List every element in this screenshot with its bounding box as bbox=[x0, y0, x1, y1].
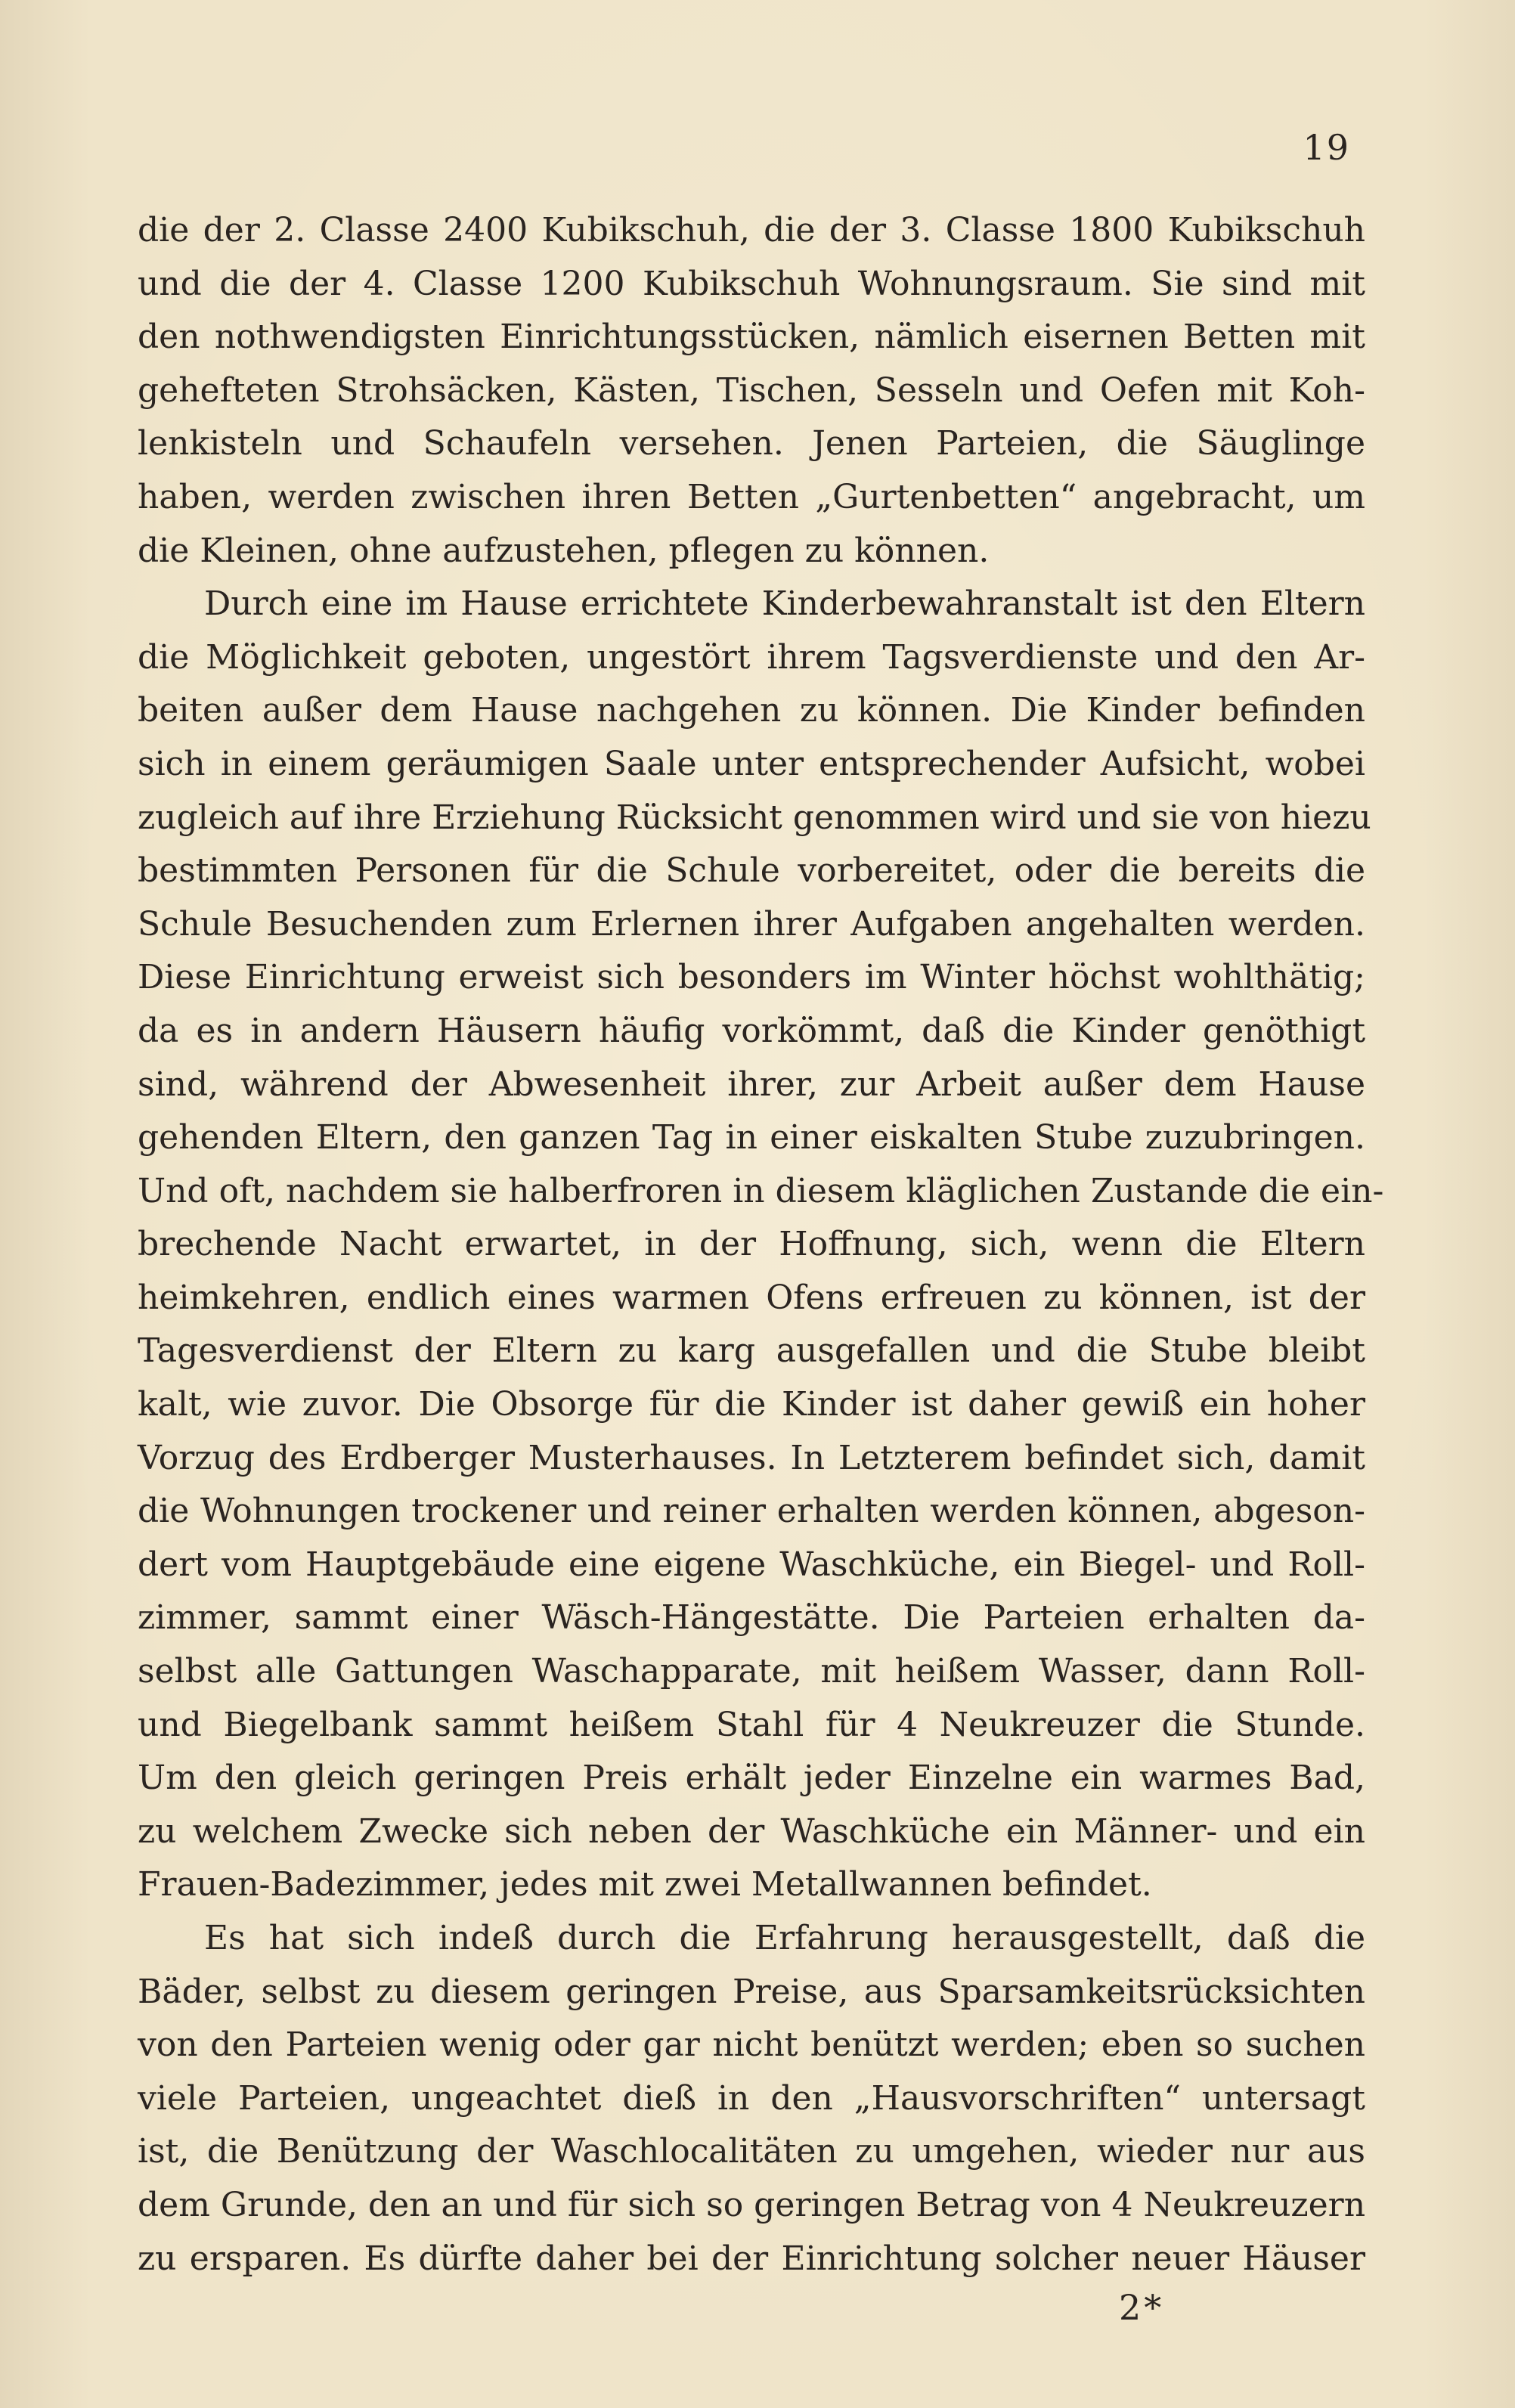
text-line: sind, während der Abwesenheit ihrer, zur Arbeit außer dem Hause bbox=[138, 1065, 1365, 1104]
text-line: dem Grunde, den an und für sich so geringen Betrag von 4 Neukreuzern bbox=[138, 2185, 1366, 2224]
signature-mark: 2* bbox=[1119, 2287, 1165, 2328]
text-line: Und oft, nachdem sie halberfroren in diesem kläglichen Zustande die ein- bbox=[138, 1171, 1384, 1210]
text-line: lenkisteln und Schaufeln versehen. Jenen Parteien, die Säuglinge bbox=[138, 424, 1365, 463]
text-line: von den Parteien wenig oder gar nicht benützt werden; eben so suchen bbox=[138, 2025, 1365, 2065]
text-line: bestimmten Personen für die Schule vorbereitet, oder die bereits die bbox=[138, 851, 1365, 891]
paragraph bbox=[138, 204, 1365, 578]
text-line: den nothwendigsten Einrichtungsstücken, nämlich eisernen Betten mit bbox=[138, 318, 1365, 357]
text-line: selbst alle Gattungen Waschapparate, mit heißem Wasser, dann Roll- bbox=[138, 1652, 1365, 1691]
text-line: Vorzug des Erdberger Musterhauses. In Letzterem befindet sich, damit bbox=[138, 1438, 1365, 1477]
paragraph bbox=[138, 1912, 1365, 2286]
text-line: und Biegelbank sammt heißem Stahl für 4 Neukreuzer die Stunde. bbox=[138, 1705, 1365, 1744]
text-line: sich in einem geräumigen Saale unter entsprechender Aufsicht, wobei bbox=[138, 744, 1365, 783]
text-line: zimmer, sammt einer Wäsch-Hängestätte. Die Parteien erhalten da- bbox=[138, 1598, 1365, 1638]
text-line: die Kleinen, ohne aufzustehen, pflegen zu können. bbox=[138, 531, 990, 570]
text-line: Schule Besuchenden zum Erlernen ihrer Aufgaben angehalten werden. bbox=[138, 904, 1365, 944]
text-line: Es hat sich indeß durch die Erfahrung herausgestellt, daß die bbox=[204, 1919, 1365, 1957]
text-line: zu welchem Zwecke sich neben der Waschküche ein Männer- und ein bbox=[138, 1811, 1365, 1851]
text-line: da es in andern Häusern häufig vorkömmt, daß die Kinder genöthigt bbox=[138, 1011, 1365, 1050]
text-line: Bäder, selbst zu diesem geringen Preise, aus Sparsamkeitsrücksichten bbox=[138, 1972, 1365, 2011]
body-text bbox=[138, 204, 1384, 2286]
text-line: die der 2. Classe 2400 Kubikschuh, die der 3. Classe 1800 Kubikschuh bbox=[138, 211, 1365, 249]
text-line: gehefteten Strohsäcken, Kästen, Tischen, Sesseln und Oefen mit Koh- bbox=[138, 370, 1365, 410]
text-line: gehenden Eltern, den ganzen Tag in einer eiskalten Stube zuzubringen. bbox=[138, 1118, 1365, 1158]
text-line: brechende Nacht erwartet, in der Hoffnung, sich, wenn die Eltern bbox=[138, 1225, 1365, 1264]
text-line: Diese Einrichtung erweist sich besonders im Winter höchst wohlthätig; bbox=[138, 958, 1365, 997]
page-number: 19 bbox=[1303, 127, 1350, 168]
text-line: und die der 4. Classe 1200 Kubikschuh Wohnungsraum. Sie sind mit bbox=[138, 264, 1365, 303]
text-line: Tagesverdienst der Eltern zu karg ausgefallen und die Stube bleibt bbox=[138, 1331, 1365, 1371]
text-line: zugleich auf ihre Erziehung Rücksicht genommen wird und sie von hiezu bbox=[138, 798, 1371, 837]
text-line: dert vom Hauptgebäude eine eigene Waschküche, ein Biegel- und Roll- bbox=[138, 1545, 1365, 1584]
text-line: viele Parteien, ungeachtet dieß in den „Hausvorschriften“ untersagt bbox=[138, 2078, 1365, 2118]
text-line: die Wohnungen trockener und reiner erhalten werden können, abgeson- bbox=[138, 1492, 1365, 1531]
text-line: Durch eine im Hause errichtete Kinderbewahranstalt ist den Eltern bbox=[204, 584, 1365, 624]
text-line: Frauen-Badezimmer, jedes mit zwei Metallwannen befindet. bbox=[138, 1865, 1152, 1904]
text-line: beiten außer dem Hause nachgehen zu können. Die Kinder befinden bbox=[138, 691, 1365, 730]
text-line: zu ersparen. Es dürfte daher bei der Einrichtung solcher neuer Häuser bbox=[138, 2239, 1365, 2278]
text-line: heimkehren, endlich eines warmen Ofens erfreuen zu können, ist der bbox=[138, 1278, 1365, 1317]
text-line: kalt, wie zuvor. Die Obsorge für die Kinder ist daher gewiß ein hoher bbox=[138, 1385, 1365, 1424]
text-line: haben, werden zwischen ihren Betten „Gurtenbetten“ angebracht, um bbox=[138, 477, 1365, 516]
text-line: Um den gleich geringen Preis erhält jeder Einzelne ein warmes Bad, bbox=[138, 1759, 1365, 1798]
paragraph bbox=[138, 578, 1384, 1912]
text-line: ist, die Benützung der Waschlocalitäten zu umgehen, wieder nur aus bbox=[138, 2132, 1365, 2171]
text-line: die Möglichkeit geboten, ungestört ihrem Tagsverdienste und den Ar- bbox=[138, 637, 1365, 677]
